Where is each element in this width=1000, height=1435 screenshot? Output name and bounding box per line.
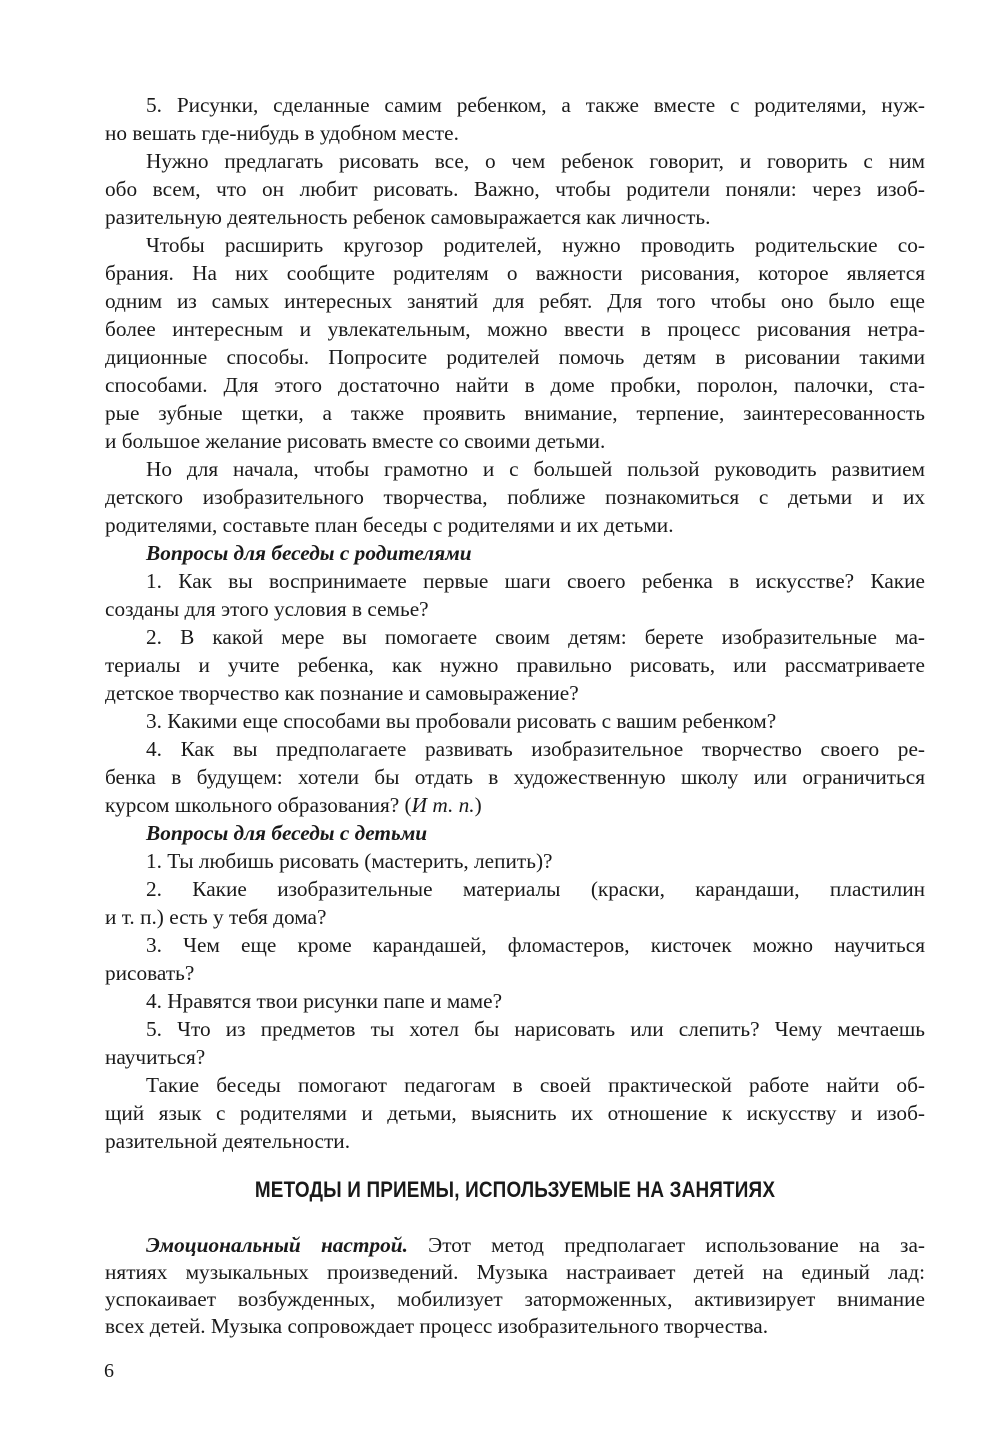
- text-segment: Но для начала, чтобы грамотно и с большей пользой руководить развитием: [146, 457, 925, 481]
- text-segment: более интересным и увлекательным, можно ввести в процесс рисования нетра-: [105, 317, 925, 341]
- text-segment: всех детей. Музыка сопровождает процесс изобразительного творчества.: [105, 1314, 769, 1338]
- paragraph: [105, 455, 925, 539]
- text-line: [105, 875, 925, 903]
- text-line: [105, 175, 925, 203]
- text-line: [105, 1286, 925, 1313]
- paragraph: [105, 707, 925, 735]
- text-line: [105, 371, 925, 399]
- text-line: [105, 679, 925, 707]
- page-number: 6: [104, 1360, 114, 1382]
- section-body-text: [105, 1232, 925, 1340]
- text-line: [105, 931, 925, 959]
- text-segment: 5. Что из предметов ты хотел бы нарисовать или слепить? Чему мечтаешь: [146, 1017, 925, 1041]
- text-segment: разительной деятельности.: [105, 1129, 351, 1153]
- text-segment: одним из самых интересных занятий для ребят. Для того чтобы оно было еще: [105, 289, 925, 313]
- text-segment: рые зубные щетки, а также проявить внимание, терпение, заинтересованность: [105, 401, 925, 425]
- text-segment: разительную деятельность ребенок самовыражается как личность.: [105, 205, 711, 229]
- text-line: [105, 1043, 925, 1071]
- text-segment: брания. На них сообщите родителям о важности рисования, которое является: [105, 261, 925, 285]
- text-line: [105, 511, 925, 539]
- text-line: [105, 819, 925, 847]
- paragraph: [105, 931, 925, 987]
- paragraph: [105, 1015, 925, 1071]
- text-segment: ): [474, 793, 482, 817]
- text-line: [105, 343, 925, 371]
- text-line: [105, 399, 925, 427]
- text-line: [105, 959, 925, 987]
- text-line: [105, 987, 925, 1015]
- text-line: [105, 903, 925, 931]
- text-segment: диционные способы. Попросите родителей помочь детям в рисовании такими: [105, 345, 925, 369]
- text-segment: 1. Ты любишь рисовать (мастерить, лепить)?: [146, 849, 553, 873]
- text-segment: Чтобы расширить кругозор родителей, нужно проводить родительские со-: [146, 233, 925, 257]
- text-segment: нятиях музыкальных произведений. Музыка настраивает детей на единый лад:: [105, 1260, 925, 1284]
- text-segment: 3. Какими еще способами вы пробовали рисовать с вашим ребенком?: [146, 709, 777, 733]
- text-line: [105, 119, 925, 147]
- text-line: [105, 91, 925, 119]
- text-segment: Этот метод предполагает использование на за-: [407, 1233, 925, 1257]
- text-segment: рисовать?: [105, 961, 195, 985]
- text-line: [105, 651, 925, 679]
- paragraph: [105, 1232, 925, 1340]
- text-line: [105, 427, 925, 455]
- section-heading: МЕТОДЫ И ПРИЕМЫ, ИСПОЛЬЗУЕМЫЕ НА ЗАНЯТИЯХ: [254, 1177, 776, 1202]
- text-line: [105, 483, 925, 511]
- text-line: [105, 1313, 925, 1340]
- body-text: [105, 91, 925, 1155]
- paragraph: [105, 987, 925, 1015]
- text-segment: 3. Чем еще кроме карандашей, фломастеров, кисточек можно научиться: [146, 933, 925, 957]
- text-segment: 5. Рисунки, сделанные самим ребенком, а также вместе с родителями, нуж-: [146, 93, 925, 117]
- text-line: [105, 1015, 925, 1043]
- text-segment: 1. Как вы воспринимаете первые шаги своего ребенка в искусстве? Какие: [146, 569, 925, 593]
- text-segment: родителями, составьте план беседы с родителями и их детьми.: [105, 513, 674, 537]
- text-line: [105, 707, 925, 735]
- subheading-text: Вопросы для беседы с детьми: [146, 821, 428, 845]
- text-segment: но вешать где-нибудь в удобном месте.: [105, 121, 459, 145]
- text-line: [105, 231, 925, 259]
- paragraph: [105, 847, 925, 875]
- subheading-text: Вопросы для беседы с родителями: [146, 541, 472, 565]
- text-segment: успокаивает возбужденных, мобилизует заторможенных, активизирует внимание: [105, 1287, 925, 1311]
- text-segment: и большое желание рисовать вместе со своими детьми.: [105, 429, 606, 453]
- text-line: [105, 847, 925, 875]
- text-line: [105, 287, 925, 315]
- italic-text: И т. п.: [411, 793, 475, 817]
- paragraph: [105, 623, 925, 707]
- paragraph: [105, 567, 925, 623]
- text-line: [105, 1232, 925, 1259]
- paragraph: [105, 875, 925, 931]
- text-segment: научиться?: [105, 1045, 206, 1069]
- subheading: [105, 819, 925, 847]
- text-line: [105, 1099, 925, 1127]
- paragraph: [105, 231, 925, 455]
- text-segment: 4. Нравятся твои рисунки папе и маме?: [146, 989, 503, 1013]
- text-line: [105, 1259, 925, 1286]
- text-line: [105, 259, 925, 287]
- text-line: [105, 539, 925, 567]
- paragraph: [105, 91, 925, 147]
- text-line: [105, 147, 925, 175]
- text-segment: щий язык с родителями и детьми, выяснить их отношение к искусству и изоб-: [105, 1101, 925, 1125]
- text-segment: детского изобразительного творчества, поближе познакомиться с детьми и их: [105, 485, 925, 509]
- text-segment: и т. п.) есть у тебя дома?: [105, 905, 327, 929]
- text-line: [105, 1071, 925, 1099]
- text-line: [105, 315, 925, 343]
- text-segment: курсом школьного образования? (: [105, 793, 412, 817]
- text-line: [105, 623, 925, 651]
- text-segment: териалы и учите ребенка, как нужно правильно рисовать, или рассматриваете: [105, 653, 925, 677]
- text-segment: 2. В какой мере вы помогаете своим детям: берете изобразительные ма-: [146, 625, 925, 649]
- text-line: [105, 455, 925, 483]
- paragraph: [105, 1071, 925, 1155]
- text-line: [105, 735, 925, 763]
- text-line: [105, 791, 925, 819]
- text-line: [105, 567, 925, 595]
- run-in-heading: Эмоциональный настрой.: [146, 1233, 408, 1257]
- text-line: [105, 1127, 925, 1155]
- subheading: [105, 539, 925, 567]
- text-line: [105, 595, 925, 623]
- text-segment: Нужно предлагать рисовать все, о чем ребенок говорит, и говорить с ним: [146, 149, 925, 173]
- paragraph: [105, 735, 925, 819]
- text-segment: бенка в будущем: хотели бы отдать в художественную школу или ограничиться: [105, 765, 925, 789]
- text-segment: обо всем, что он любит рисовать. Важно, чтобы родители поняли: через изоб-: [105, 177, 925, 201]
- paragraph: [105, 147, 925, 231]
- text-segment: детское творчество как познание и самовыражение?: [105, 681, 579, 705]
- text-line: [105, 203, 925, 231]
- text-segment: 4. Как вы предполагаете развивать изобразительное творчество своего ре-: [146, 737, 925, 761]
- text-segment: созданы для этого условия в семье?: [105, 597, 429, 621]
- text-segment: 2. Какие изобразительные материалы (краски, карандаши, пластилин: [146, 877, 925, 901]
- text-line: [105, 763, 925, 791]
- text-segment: способами. Для этого достаточно найти в доме пробки, поролон, палочки, ста-: [105, 373, 925, 397]
- text-segment: Такие беседы помогают педагогам в своей практической работе найти об-: [146, 1073, 925, 1097]
